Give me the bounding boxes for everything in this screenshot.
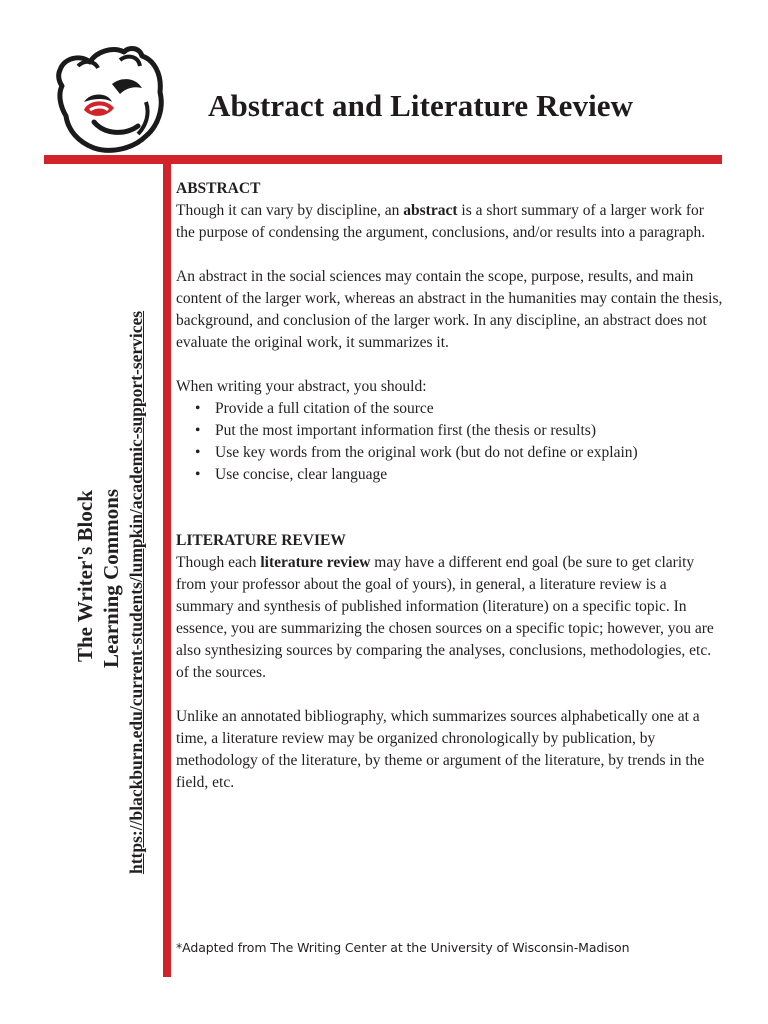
literature-review-paragraph-1	[176, 552, 726, 684]
list-item: • Put the most important information first (the thesis or results)	[176, 420, 726, 442]
lit-p1-text: Though each	[176, 554, 261, 571]
sidebar-writers-block: The Writer's Block	[73, 490, 97, 662]
literature-review-paragraph-2: Unlike an annotated bibliography, which summarizes sources alphabetically one at a time, a literature review may be organized chronologically by publication, by methodology of the literature, by theme or argument of the literature, by trends in the field, etc.	[176, 708, 705, 791]
literature-review-heading: LITERATURE REVIEW	[176, 532, 346, 549]
abstract-p1-text: Though it can vary by discipline, an	[176, 202, 404, 219]
footnote: *Adapted from The Writing Center at the University of Wisconsin-Madison	[176, 940, 630, 955]
abstract-term: abstract	[403, 202, 458, 219]
abstract-heading: ABSTRACT	[176, 180, 261, 197]
list-item: • Use key words from the original work (but do not define or explain)	[176, 442, 726, 464]
header-divider	[44, 155, 722, 164]
main-content	[176, 178, 726, 794]
list-item: • Provide a full citation of the source	[176, 398, 726, 420]
sidebar-divider	[163, 155, 171, 977]
page-title: Abstract and Literature Review	[208, 88, 634, 123]
sidebar-learning-commons: Learning Commons	[99, 488, 123, 668]
lit-p1-text-end: may have a different end goal (be sure to get clarity from your professor about the goal of yours), in general, a literature review is a summary and synthesis of published information (literature) on a specific topic. In essence, you are summarizing the chosen sources on a specific topic; however, you are also synthesizing sources by comparing the analyses, conclusions, methodologies, etc. of the sources.	[176, 554, 714, 681]
abstract-paragraph-2: An abstract in the social sciences may contain the scope, purpose, results, and main content of the larger work, whereas an abstract in the humanities may contain the thesis, background, and conclusion of the larger work. In any discipline, an abstract does not evaluate the original work, it summarizes it.	[176, 268, 723, 351]
abstract-list-intro: When writing your abstract, you should:	[176, 378, 427, 395]
abstract-bullet-list	[176, 398, 726, 486]
literature-review-term: literature review	[260, 554, 371, 571]
beaver-mascot-icon	[50, 40, 168, 158]
list-item: • Use concise, clear language	[176, 464, 726, 486]
abstract-p1-text-end: is a short summary of a larger work for the purpose of condensing the argument, conclusions, and/or results into a paragraph.	[176, 202, 706, 241]
sidebar-url-link[interactable]: https://blackburn.edu/current-students/lumpkin/academic-support-services	[126, 310, 146, 874]
abstract-paragraph-1	[176, 200, 726, 244]
